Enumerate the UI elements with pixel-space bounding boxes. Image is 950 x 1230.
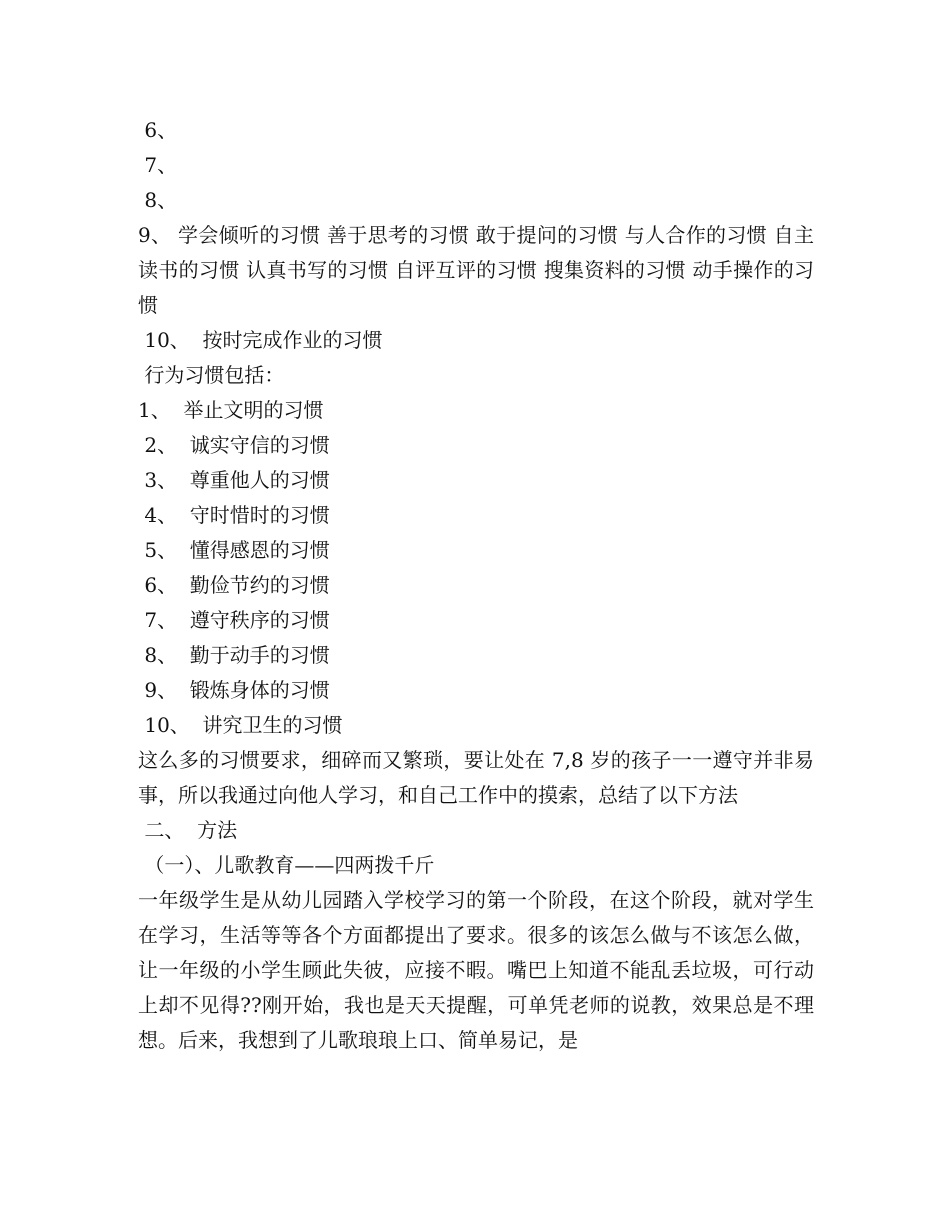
paragraph: 一年级学生是从幼儿园踏入学校学习的第一个阶段，在这个阶段，就对学生在学习，生活等等各个方面都提出了要求。很多的该怎么做与不该怎么做，让一年级的小学生顾此失彼，应接不暇。嘴巴上知道不能乱丢垃圾，可行动上却不见得??刚开始，我也是天天提醒，可单凭老师的说教，效果总是不理想。后来，我想到了儿歌琅琅上口、简单易记，是: [138, 888, 814, 1052]
list-item: 3、 尊重他人的习惯: [138, 468, 330, 492]
list-item: 8、 勤于动手的习惯: [138, 643, 330, 667]
paragraph: 这么多的习惯要求，细碎而又繁琐，要让处在 7,8 岁的孩子一一遵守并非易事，所以我通过向他人学习，和自己工作中的摸索，总结了以下方法: [138, 748, 814, 807]
list-item: 10、 讲究卫生的习惯: [138, 713, 343, 737]
list-item: 5、 懂得感恩的习惯: [138, 538, 330, 562]
document-body: [138, 113, 814, 1058]
subsection-heading: （一）、儿歌教育——四两拨千斤: [138, 853, 435, 877]
list-item: 7、: [138, 153, 178, 177]
list-item: 8、: [138, 188, 178, 212]
list-item: 6、: [138, 118, 178, 142]
list-item: 9、 学会倾听的习惯 善于思考的习惯 敢于提问的习惯 与人合作的习惯 自主读书的习惯 认真书写的习惯 自评互评的习惯 搜集资料的习惯 动手操作的习惯: [138, 223, 814, 317]
list-item: 7、 遵守秩序的习惯: [138, 608, 330, 632]
list-item: 9、 锻炼身体的习惯: [138, 678, 330, 702]
section-heading: 二、 方法: [138, 818, 238, 842]
list-item: 6、 勤俭节约的习惯: [138, 573, 330, 597]
list-item: 10、 按时完成作业的习惯: [138, 328, 383, 352]
list-item: 2、 诚实守信的习惯: [138, 433, 330, 457]
list-item: 1、 举止文明的习惯: [138, 398, 324, 422]
list-item: 4、 守时惜时的习惯: [138, 503, 330, 527]
section-heading: 行为习惯包括：: [138, 363, 285, 387]
